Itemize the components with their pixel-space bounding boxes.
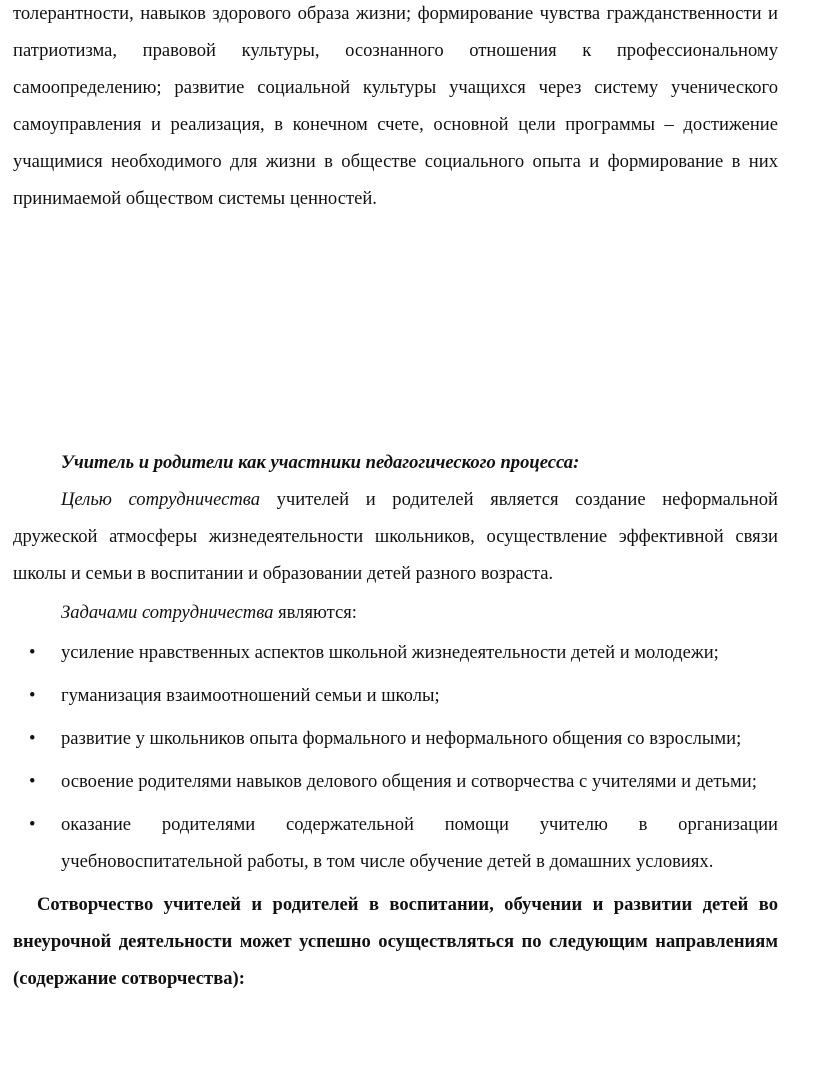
list-item-text: усиление нравственных аспектов школьной жизнедеятельности детей и молодежи;: [61, 642, 719, 663]
tasks-list: [13, 634, 778, 880]
tasks-intro: [13, 594, 778, 631]
bullet-icon: •: [29, 771, 36, 792]
intro-paragraph: толерантности, навыков здорового образа жизни; формирование чувства гражданственности и патриотизма, правовой культуры, осознанного отношения к профессиональному самоопределению; развитие социальной культуры учащихся через систему ученического самоуправления и реализация, в конечном счете, основной цели программы – достижение учащимися необходимого для жизни в обществе социального опыта и формирование в них принимаемой обществом системы ценностей.: [13, 3, 778, 209]
list-item-text: развитие у школьников опыта формального и неформального общения со взрослыми;: [61, 728, 742, 749]
bullet-icon: •: [29, 642, 36, 663]
list-item: [13, 806, 778, 880]
list-item-text: освоение родителями навыков делового общения и сотворчества с учителями и детьми;: [61, 771, 757, 792]
section-heading: Учитель и родители как участники педагогического процесса:: [61, 452, 580, 473]
goal-text: учителей и родителей является создание неформальной дружеской атмосферы жизнедеятельности школьников, осуществление эффективной связи школы и семьи в воспитании и образовании детей разного возраста.: [13, 489, 779, 584]
list-item: [13, 720, 778, 757]
goal-lead: Целью сотрудничества: [61, 489, 261, 510]
closing-paragraph: Сотворчество учителей и родителей в воспитании, обучении и развитии детей во внеурочной деятельности может успешно осуществляться по следующим направлениям (содержание сотворчества):: [13, 894, 778, 989]
list-item-text: гуманизация взаимоотношений семьи и школы;: [61, 685, 440, 706]
list-item-text: оказание родителями содержательной помощи учителю в организации учебновоспитательной работы, в том числе обучение детей в домашних условиях.: [61, 814, 778, 872]
tasks-lead: Задачами сотрудничества: [61, 602, 274, 623]
bullet-icon: •: [29, 685, 36, 706]
tasks-intro-text: являются:: [273, 602, 357, 623]
list-item: [13, 634, 778, 671]
bullet-icon: •: [29, 728, 36, 749]
list-item: [13, 677, 778, 714]
list-item: [13, 763, 778, 800]
bullet-icon: •: [29, 814, 36, 835]
goal-paragraph: [13, 481, 778, 592]
